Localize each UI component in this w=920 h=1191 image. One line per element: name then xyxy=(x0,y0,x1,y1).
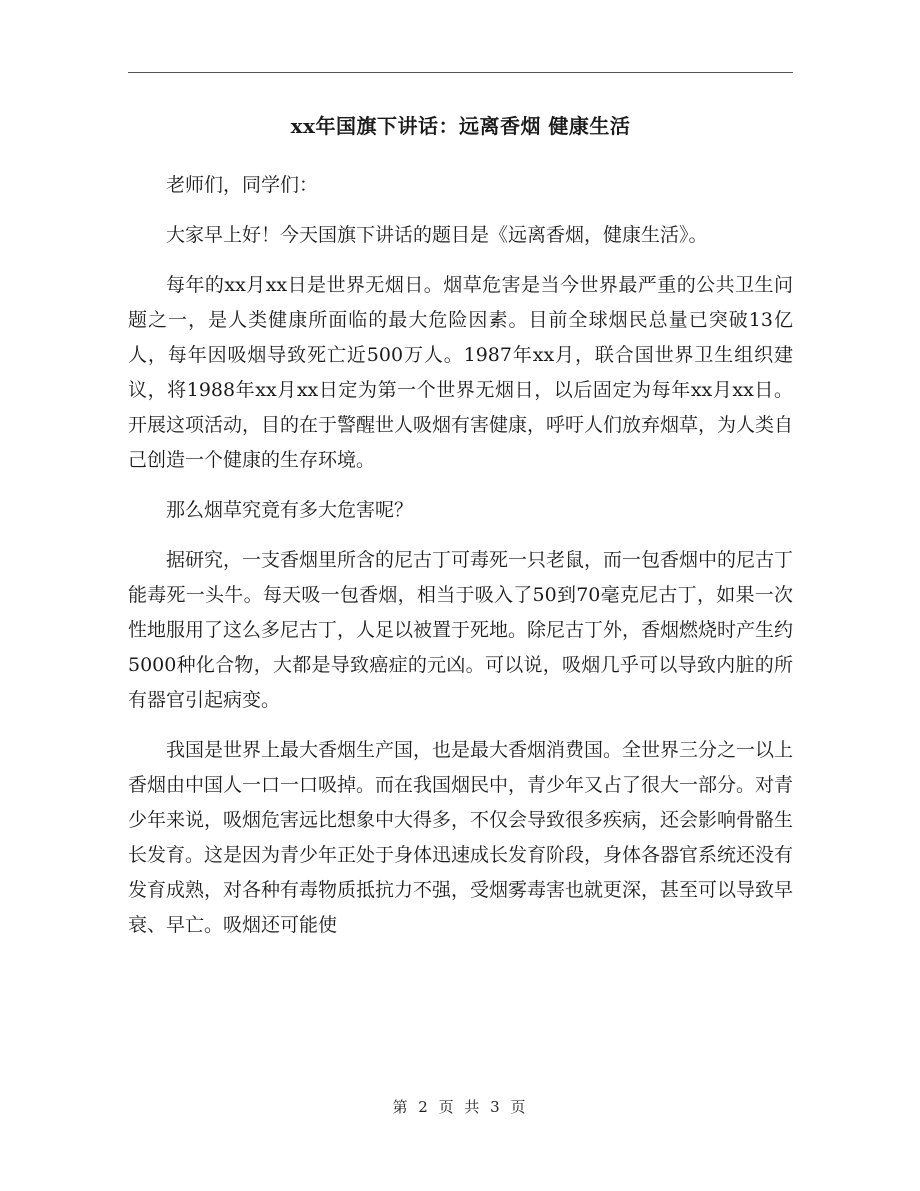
page-number-footer: 第 2 页 共 3 页 xyxy=(392,1098,529,1116)
question-paragraph: 那么烟草究竟有多大危害呢？ xyxy=(166,499,414,521)
header-rule xyxy=(128,72,793,73)
greeting-paragraph: 大家早上好！今天国旗下讲话的题目是《远离香烟，健康生活》。 xyxy=(166,224,708,246)
youth-smoking-paragraph: 我国是世界上最大香烟生产国，也是最大香烟消费国。全世界三分之一以上香烟由中国人一口一口吸掉。而在我国烟民中，青少年又占了很大一部分。对青少年来说，吸烟危害远比想象中大得多，不仅会导致很多疾病，还会影响骨骼生长发育。这是因为青少年正处于身体迅速成长发育阶段，身体各器官系统还没有发育成熟，对各种有毒物质抵抗力不强，受烟雾毒害也就更深，甚至可以导致早衰、早亡。吸烟还可能使 xyxy=(128,739,794,936)
document-title: xx年国旗下讲话：远离香烟 健康生活 xyxy=(290,114,631,138)
document-body xyxy=(128,168,793,943)
salutation-paragraph: 老师们，同学们： xyxy=(166,174,319,196)
no-smoking-day-paragraph: 每年的xx月xx日是世界无烟日。烟草危害是当今世界最严重的公共卫生问题之一，是人类健康所面临的最大危险因素。目前全球烟民总量已突破13亿人，每年因吸烟导致死亡近500万人。1987年xx月，联合国世界卫生组织建议，将1988年xx月xx日定为第一个世界无烟日，以后固定为每年xx月xx日。开展这项活动，目的在于警醒世人吸烟有害健康，呼吁人们放弃烟草，为人类自己创造一个健康的生存环境。 xyxy=(128,274,794,471)
nicotine-paragraph: 据研究，一支香烟里所含的尼古丁可毒死一只老鼠，而一包香烟中的尼古丁能毒死一头牛。每天吸一包香烟，相当于吸入了50到70毫克尼古丁，如果一次性地服用了这么多尼古丁，人足以被置于死地。除尼古丁外，香烟燃烧时产生约5000种化合物，大都是导致癌症的元凶。可以说，吸烟几乎可以导致内脏的所有器官引起病变。 xyxy=(128,549,794,711)
